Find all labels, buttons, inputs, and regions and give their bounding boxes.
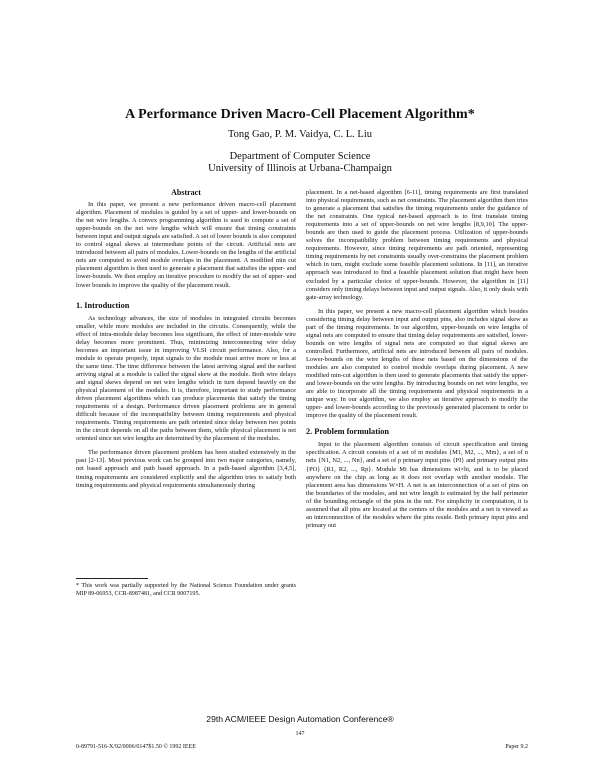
problem-paragraph-1: Input to the placement algorithm consists of circuit specification and timing specification. A circuit consists of a set of m modules {M1, M2, ..., Mm}, a set of n nets {N1, N2, ..., Nn}, and a set of p primary input pins {PI} and primary output pins {PO} {R1, R2, ..., Rp}. Module Mi has dimensions wi×hi, and is to be placed anywhere on the chip as long as it does not overlap with another module. The placement area has dimensions W×H. A net is an interconnection of a set of pins on the boundaries of the modules, and net wire length is estimated by the half perimeter of the bounding rectangle of the pins in the net. For simplicity in computation, it is assumed that all pins are located at the centers of the modules and a net is viewed as an interconnection of the modules where the pins reside. Both primary input pins and primary out — [306, 441, 528, 529]
footnote: * This work was partially supported by the National Science Foundation under grants MIP 89-06953, CCR-8987481, and CCR 9007195. — [76, 583, 296, 597]
paper-title: A Performance Driven Macro-Cell Placement Algorithm* — [125, 107, 475, 122]
right-column — [306, 189, 528, 530]
section-1-heading: 1. Introduction — [76, 300, 130, 310]
department-name: Department of Computer Science — [229, 151, 371, 162]
intro-paragraph-1: As technology advances, the size of modules in integrated circuits becomes smaller, while more modules are included in the circuits. Consequently, while the effect of intra-module delay becomes less significant, the effect of inter-module wire delay becomes more prominent. Thus, minimizing interconnecting wire delay becomes an important issue in improving VLSI circuit performance. Also, for a module to operate properly, input signals to the module must arrive more or less at the same time. The time difference between the latest arriving signal and the earliest arriving signal at a module is called the signal skew at the module. Both wire delays and signal skews depend on net wire lengths which in turn depend heavily on the physical placement of the modules. It is, therefore, important to study performance driven placement algorithms which can produce placements that satisfy the timing requirements of a design. Performance driven placement problems are in general difficult because of the incompatibility between timing requirements and physical requirements. Timing requirements are path oriented since delay between two points in the circuit depends on all the paths between them, while physical placement is net oriented since net wire lengths are determined by the placement of the modules. — [76, 314, 296, 443]
page-number: 147 — [295, 731, 305, 737]
isbn-line: 0-89791-516-X/92/0006/0147$1.50 © 1992 IEEE — [76, 744, 196, 750]
intro-paragraph-2: The performance driven placement problem has been studied extensively in the past [2-13]. Most previous work can be grouped into two major categories, namely, net based approach and path based approach. In a path-based algorithm [3,4,5], timing requirements are considered explicitly and the algorithm tries to satisfy both timing requirements and physical requirements simultaneously during — [76, 449, 296, 489]
left-column — [76, 189, 296, 490]
footnote-rule — [76, 578, 148, 579]
section-2-heading: 2. Problem formulation — [306, 427, 390, 437]
author-list: Tong Gao, P. M. Vaidya, C. L. Liu — [227, 129, 373, 140]
right-paragraph-2: In this paper, we present a new macro-cell placement algorithm which besides considering timing delay between input and output pins, also includes signal skew as part of the timing requirements. In our algorithm, upper-bounds on wire lengths of signal nets are computed to ensure that timing delay requirements are satisfied, lower-bounds on wire lengths of signal nets are computed so that signal skews are controlled. Furthermore, artificial nets are introduced between all pairs of modules. Lower-bounds on the wire lengths of these nets based on the dimensions of the modules are also computed to control module overlaps during placement. A new modified min-cut algorithm is then used to generate placements that satisfy the upper- and lower-bounds on the wire lengths. By introducing bounds on net wire lengths, we are able to incorporate all the timing requirements and physical requirements in a unique way. In our algorithm, we also employ an iterative approach to modify the upper- and lower-bounds according to the previously generated placement in order to improve the quality of the placement result. — [306, 307, 528, 420]
abstract-text: In this paper, we present a new performance driven macro-cell placement algorithm. Placement of modules is guided by a set of upper- and lower-bounds on the net wire lengths. A convex programming algorithm is used to compute a set of upper-bounds on the net wire lengths which will ensure that timing constraints between input and output signals are satisfied. A set of lower bounds is also computed to control signal skews at intermediate points of the circuit. Artificial nets are introduced between all pairs of modules. Lower-bounds on the lengths of the artificial nets are computed to avoid module overlaps in the placement. A modified min cut placement algorithm is then used to generate a placement that satisfies the upper- and lower-bounds. We then employ an iterative procedure to modify the set of upper- and lower bounds to improve the quality of the placement result. — [76, 201, 296, 289]
affiliation — [0, 151, 600, 175]
paper-id: Paper 9.2 — [505, 744, 528, 750]
abstract-heading: Abstract — [171, 188, 201, 197]
university-name: University of Illinois at Urbana-Champaign — [208, 163, 392, 174]
right-paragraph-1: placement. In a net-based algorithm [6-11], timing requirements are first translated into physical requirements, such as net constraints. The placement algorithm then tries to generate a placement that satisfies the timing requirements under the guidance of the net constraints. One typical net-based approach is to first translate timing requirements into a set of upper-bounds on net wire lengths [8,9,10]. The upper-bounds are then used to guide the placement process. Utilization of upper-bounds solves the incompatibility problem between timing requirements and physical requirements. However, since timing requirements are path oriented, representing timing requirements by net constraints usually over-constrains the placement problem which in turn, might exclude some feasible placement solutions. In [11], an iterative approach was introduced to find a feasible placement solution that might have been excluded by a particular choice of upper-bounds. However, the algorithm in [11] considers only timing delays between input and output signals. Also, it only deals with gate-array technology. — [306, 189, 528, 301]
conference-name: 29th ACM/IEEE Design Automation Conference® — [206, 714, 394, 724]
